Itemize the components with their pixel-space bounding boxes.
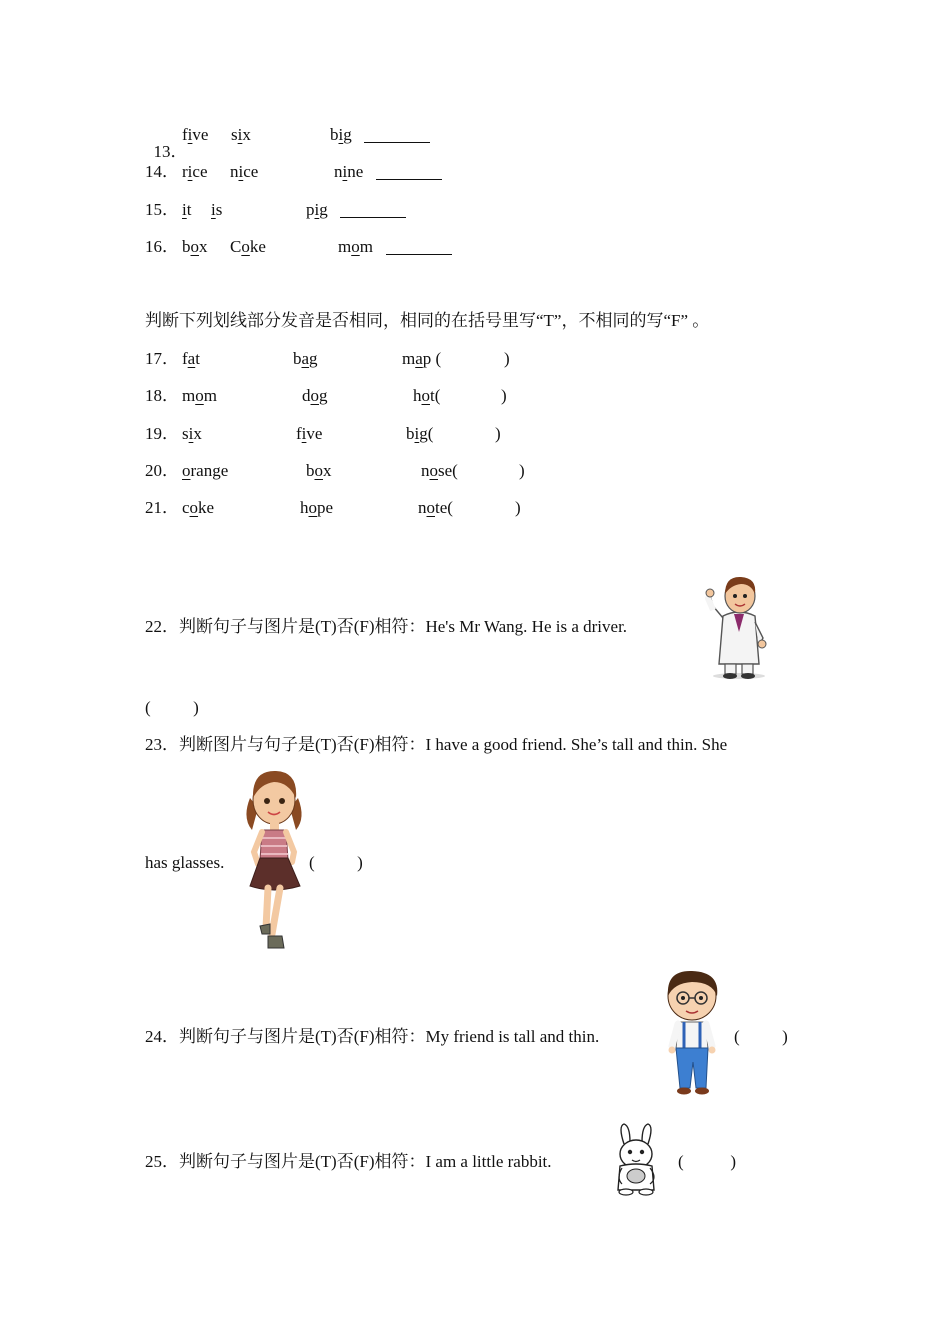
q23-text-line1: 23．判断图片与句子是(T)否(F)相符：I have a good friend. She’s tall and thin. She xyxy=(145,735,728,754)
q17-answer-close[interactable]: ) xyxy=(504,349,510,368)
q14-row xyxy=(145,163,179,180)
q16-answer-blank[interactable] xyxy=(386,240,452,255)
boy-illustration xyxy=(662,970,724,1098)
q14-word3: nine xyxy=(334,162,364,181)
doctor-illustration xyxy=(705,572,771,680)
q20-word1: orange xyxy=(182,461,229,480)
q23-answer-paren[interactable]: ( ) xyxy=(309,853,363,872)
q21-number: 21． xyxy=(145,498,179,517)
q20-number: 20． xyxy=(145,461,179,480)
q21-word3: note( xyxy=(418,498,453,517)
question-number: 15． xyxy=(145,200,179,219)
q14-answer-blank[interactable] xyxy=(376,165,442,180)
q18-answer-close[interactable]: ) xyxy=(501,386,507,405)
q16-word1: box xyxy=(182,237,208,256)
q19-answer-close[interactable]: ) xyxy=(495,424,501,443)
q15-word2: is xyxy=(211,200,223,219)
q18-word3: hot( xyxy=(413,386,441,405)
q17-word2: bag xyxy=(293,349,318,368)
q20-answer-close[interactable]: ) xyxy=(519,461,525,480)
q17-word1: fat xyxy=(182,349,200,368)
q13-answer-blank[interactable] xyxy=(364,128,430,143)
q16-word3: mom xyxy=(338,237,373,256)
q18-word2: dog xyxy=(302,386,328,405)
q14-word1: rice xyxy=(182,162,208,181)
q19-word3: big( xyxy=(406,424,434,443)
q25-text: 25．判断句子与图片是(T)否(F)相符：I am a little rabbit. xyxy=(145,1152,552,1171)
q15-word1: it xyxy=(182,200,192,219)
q23-text-line2: has glasses. xyxy=(145,853,225,872)
q13-word1: five xyxy=(182,125,209,144)
q18-word1: mom xyxy=(182,386,217,405)
q17-number: 17． xyxy=(145,349,179,368)
q14-word2: nice xyxy=(230,162,259,181)
rabbit-illustration xyxy=(608,1122,666,1198)
q15-word3: pig xyxy=(306,200,328,219)
q19-word1: six xyxy=(182,424,202,443)
question-number: 16． xyxy=(145,237,179,256)
q25-answer-paren[interactable]: ( ) xyxy=(678,1152,737,1171)
q16-word2: Coke xyxy=(230,237,266,256)
q22-text: 22．判断句子与图片是(T)否(F)相符：He's Mr Wang. He is a driver. xyxy=(145,617,628,636)
question-number: 13． xyxy=(153,142,188,161)
q13-word3: big xyxy=(330,125,352,144)
q24-answer-paren[interactable]: ( ) xyxy=(734,1027,788,1046)
q16-row xyxy=(145,238,179,255)
q15-answer-blank[interactable] xyxy=(340,203,406,218)
question-number: 14． xyxy=(145,162,179,181)
q21-word1: coke xyxy=(182,498,215,517)
q19-word2: five xyxy=(296,424,323,443)
q18-number: 18． xyxy=(145,386,179,405)
q15-row xyxy=(145,201,179,218)
q20-word3: nose( xyxy=(421,461,458,480)
q21-word2: hope xyxy=(300,498,334,517)
q21-answer-close[interactable]: ) xyxy=(515,498,521,517)
q22-answer-paren[interactable]: ( ) xyxy=(145,698,199,717)
q17-word3: map ( xyxy=(402,349,442,368)
section-instruction: 判断下列划线部分发音是否相同，相同的在括号里写“T”，不相同的写“F” 。 xyxy=(145,311,710,330)
q13-word2: six xyxy=(231,125,251,144)
q20-word2: box xyxy=(306,461,332,480)
girl-illustration xyxy=(240,768,308,952)
q19-number: 19． xyxy=(145,424,179,443)
q24-text: 24．判断句子与图片是(T)否(F)相符：My friend is tall and thin. xyxy=(145,1027,600,1046)
